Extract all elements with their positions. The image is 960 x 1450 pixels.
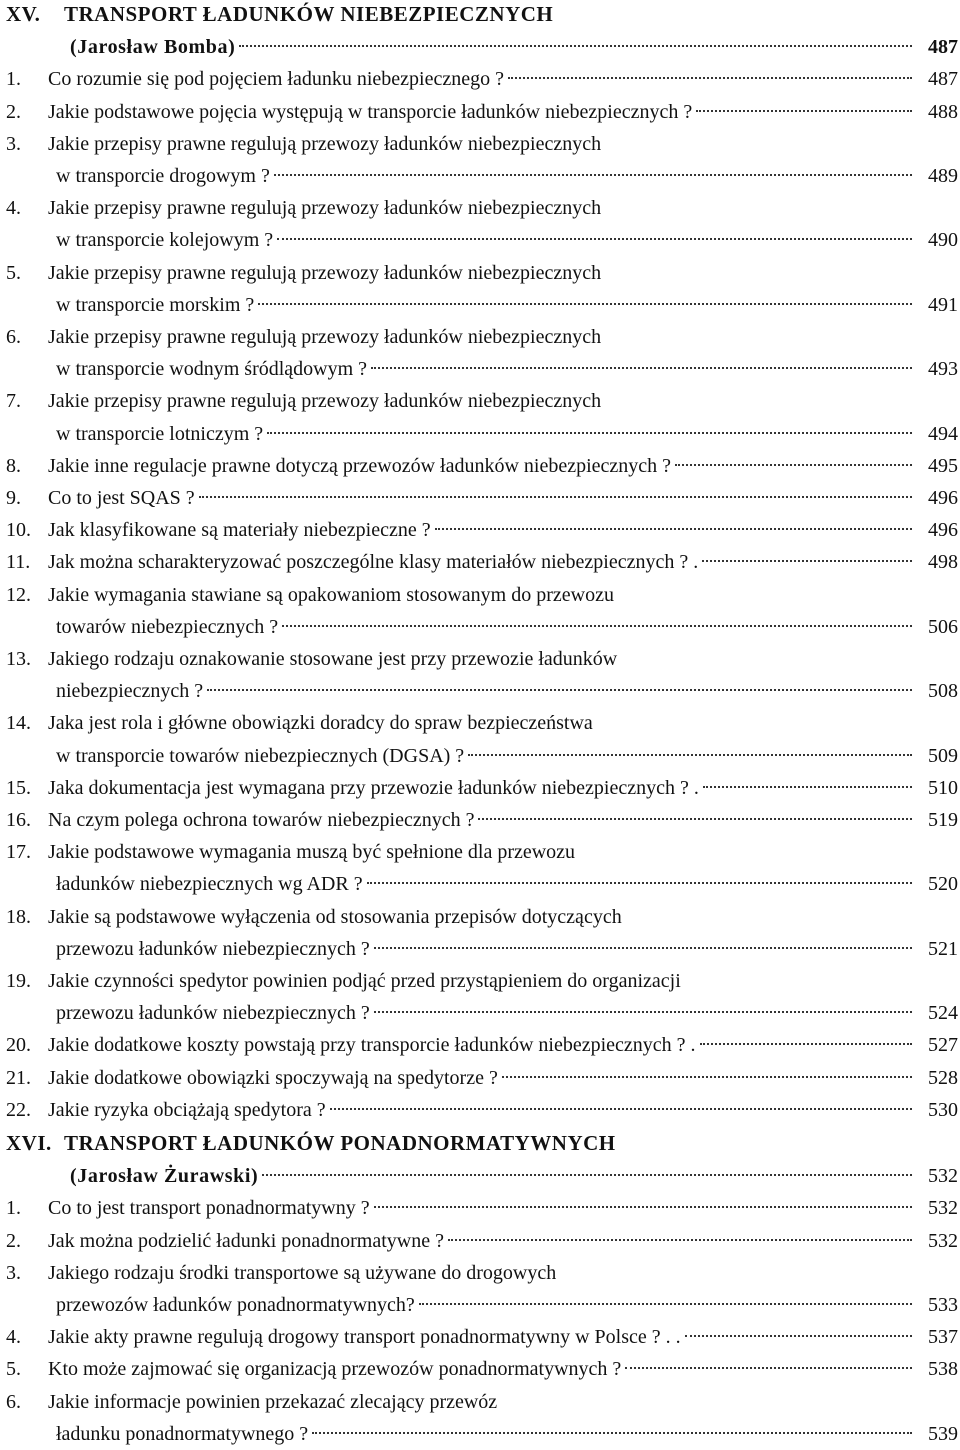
toc-entry[interactable] (0, 97, 960, 127)
item-text: przewozu ładunków niebezpiecznych ? (56, 937, 370, 960)
dot-leader (371, 367, 912, 369)
page-number: 519 (928, 809, 958, 831)
dot-leader (282, 625, 912, 627)
toc-entry-continuation[interactable] (0, 354, 960, 384)
toc-entry-continuation[interactable] (0, 419, 960, 449)
page-number: 533 (928, 1294, 958, 1316)
toc-entry[interactable] (0, 547, 960, 577)
toc-entry[interactable] (0, 1354, 960, 1384)
item-text: Jak można scharakteryzować poszczególne klasy materiałów niebezpiecznych ? . (48, 551, 699, 574)
chapter-title: TRANSPORT ŁADUNKÓW NIEBEZPIECZNYCH (64, 2, 554, 26)
toc-entry-continuation[interactable] (0, 869, 960, 899)
item-text: Jak klasyfikowane są materiały niebezpieczne ? (48, 519, 431, 542)
toc-entry[interactable] (0, 837, 960, 867)
leader-line (56, 419, 916, 449)
item-number: 4. (6, 197, 21, 220)
item-text: niebezpiecznych ? (56, 680, 204, 703)
item-text: ładunków niebezpiecznych wg ADR ? (56, 873, 363, 896)
leader-line (48, 1095, 916, 1125)
toc-entry[interactable] (0, 644, 960, 674)
toc-entry-continuation[interactable] (0, 225, 960, 255)
chapter-author: (Jarosław Bomba) (70, 36, 236, 59)
leader-line (48, 1193, 916, 1223)
page-number: 496 (928, 519, 958, 542)
leader-line (56, 934, 916, 964)
toc-entry[interactable] (0, 386, 960, 416)
toc-entry-continuation[interactable] (0, 741, 960, 771)
item-text: Co to jest SQAS ? (48, 487, 195, 509)
page-number: 524 (928, 1002, 958, 1025)
toc-entry[interactable] (0, 580, 960, 610)
page-number: 488 (928, 100, 958, 123)
toc-entry[interactable] (0, 773, 960, 803)
item-number: 3. (6, 1261, 21, 1284)
chapter-number: XV. (6, 2, 41, 26)
page-number: 537 (928, 1326, 958, 1349)
leader-line (56, 354, 916, 384)
page-number: 532 (928, 1197, 958, 1220)
page-number: 509 (928, 744, 958, 767)
page-number: 528 (928, 1066, 958, 1089)
item-number: 3. (6, 132, 21, 155)
leader-line (48, 451, 916, 481)
chapter-author-entry[interactable] (0, 32, 960, 62)
dot-leader (374, 947, 912, 949)
item-number: 2. (6, 100, 21, 123)
item-text: Na czym polega ochrona towarów niebezpiecznych ? (48, 809, 475, 831)
item-text: przewozu ładunków niebezpiecznych ? (56, 1002, 370, 1025)
dot-leader (700, 1043, 912, 1045)
toc-entry[interactable] (0, 966, 960, 996)
leader-line (48, 515, 916, 545)
page-number: 489 (928, 165, 958, 187)
page-number: 490 (928, 229, 958, 252)
page-number: 538 (928, 1358, 958, 1381)
toc-entry-continuation[interactable] (0, 1419, 960, 1449)
page-number: 495 (928, 454, 958, 477)
item-text: w transporcie towarów niebezpiecznych (DGSA) ? (56, 744, 465, 767)
item-number: 17. (6, 841, 31, 864)
dot-leader (478, 818, 912, 820)
page-number: 493 (928, 358, 958, 381)
dot-leader (239, 45, 912, 47)
toc-entry[interactable] (0, 1030, 960, 1060)
item-number: 12. (6, 583, 31, 606)
dot-leader (374, 1206, 912, 1208)
dot-leader (258, 303, 912, 305)
item-text: Jakie podstawowe wymagania muszą być spełnione dla przewozu (48, 841, 576, 864)
toc-entry[interactable] (0, 322, 960, 352)
item-text: w transporcie morskim ? (56, 293, 255, 316)
chapter-author: (Jarosław Żurawski) (70, 1165, 259, 1188)
toc-entry[interactable] (0, 258, 960, 288)
dot-leader (199, 496, 912, 498)
item-text: Jakie inne regulacje prawne dotyczą przewozów ładunków niebezpiecznych ? (48, 454, 672, 477)
item-text: Co to jest transport ponadnormatywny ? (48, 1197, 370, 1220)
leader-line (48, 773, 916, 803)
toc-entry[interactable] (0, 902, 960, 932)
dot-leader (207, 689, 912, 691)
item-text: przewozów ładunków ponadnormatywnych? (56, 1294, 415, 1316)
dot-leader (277, 238, 912, 240)
toc-entry[interactable] (0, 708, 960, 738)
item-number: 5. (6, 1358, 21, 1381)
item-number: 20. (6, 1034, 31, 1057)
page-number: 487 (928, 36, 958, 59)
item-text: Kto może zajmować się organizacją przewozów ponadnormatywnych ? (48, 1358, 622, 1381)
page-number: 530 (928, 1098, 958, 1121)
toc-entry[interactable] (0, 1322, 960, 1352)
item-text: Jakie przepisy prawne regulują przewozy ładunków niebezpiecznych (48, 390, 602, 413)
item-text: Jak można podzielić ładunki ponadnormatywne ? (48, 1229, 444, 1252)
page-number: 539 (928, 1422, 958, 1445)
toc-entry-continuation[interactable] (0, 290, 960, 320)
item-text: Jakiego rodzaju środki transportowe są używane do drogowych (48, 1261, 557, 1284)
item-number: 16. (6, 809, 31, 831)
item-number: 6. (6, 326, 21, 348)
page-number: 520 (928, 873, 958, 896)
item-text: Jakie przepisy prawne regulują przewozy ładunków niebezpiecznych (48, 132, 602, 155)
item-text: Jakie informacje powinien przekazać zlecający przewóz (48, 1390, 498, 1413)
leader-line (48, 97, 916, 127)
item-text: Jakie czynności spedytor powinien podjąć przed przystąpieniem do organizacji (48, 970, 681, 992)
toc-entry-continuation[interactable] (0, 612, 960, 642)
leader-line (48, 547, 916, 577)
item-number: 1. (6, 68, 21, 91)
page-number: 508 (928, 680, 958, 703)
dot-leader (468, 754, 912, 756)
item-text: towarów niebezpiecznych ? (56, 615, 279, 638)
item-number: 7. (6, 390, 21, 413)
toc-entry[interactable] (0, 805, 960, 835)
item-text: Jakie podstawowe pojęcia występują w transporcie ładunków niebezpiecznych ? (48, 100, 693, 123)
dot-leader (435, 528, 912, 530)
item-text: w transporcie drogowym ? (56, 165, 270, 187)
toc-entry[interactable] (0, 1193, 960, 1223)
chapter-heading (6, 2, 553, 27)
leader-line (56, 161, 916, 191)
item-number: 2. (6, 1229, 21, 1252)
leader-line (48, 1063, 916, 1093)
dot-leader (312, 1432, 912, 1434)
dot-leader (274, 174, 912, 176)
toc-entry[interactable] (0, 129, 960, 159)
leader-line (48, 1354, 916, 1384)
leader-line (56, 290, 916, 320)
dot-leader (702, 560, 912, 562)
item-number: 10. (6, 519, 31, 542)
item-number: 22. (6, 1098, 31, 1121)
page-number: 506 (928, 615, 958, 638)
toc-entry[interactable] (0, 1387, 960, 1417)
toc-entry[interactable] (0, 483, 960, 513)
item-text: Jakie przepisy prawne regulują przewozy ładunków niebezpiecznych (48, 197, 602, 220)
item-text: Jakie dodatkowe obowiązki spoczywają na spedytorze ? (48, 1066, 498, 1089)
leader-line (48, 1030, 916, 1060)
toc-entry[interactable] (0, 1226, 960, 1256)
toc-entry-continuation[interactable] (0, 161, 960, 191)
dot-leader (625, 1367, 912, 1369)
item-text: Jakie są podstawowe wyłączenia od stosowania przepisów dotyczących (48, 905, 622, 928)
toc-entry-continuation[interactable] (0, 1290, 960, 1320)
item-text: Jakiego rodzaju oznakowanie stosowane jest przy przewozie ładunków (48, 648, 618, 670)
item-number: 18. (6, 905, 31, 928)
item-text: w transporcie kolejowym ? (56, 229, 274, 252)
page-number: 521 (928, 937, 958, 960)
leader-line (56, 1419, 916, 1449)
leader-line (48, 805, 916, 835)
dot-leader (508, 77, 912, 79)
dot-leader (262, 1174, 912, 1176)
toc-entry-continuation[interactable] (0, 934, 960, 964)
item-number: 19. (6, 970, 31, 992)
toc-entry[interactable] (0, 64, 960, 94)
page-number: 532 (928, 1165, 958, 1188)
item-number: 15. (6, 776, 31, 799)
item-number: 1. (6, 1197, 21, 1220)
leader-line (56, 1290, 916, 1320)
dot-leader (374, 1011, 912, 1013)
leader-line (70, 32, 916, 62)
item-number: 4. (6, 1326, 21, 1349)
page-number: 510 (928, 776, 958, 799)
page-number: 498 (928, 551, 958, 574)
leader-line (48, 1226, 916, 1256)
dot-leader (330, 1108, 912, 1110)
item-number: 14. (6, 712, 31, 735)
dot-leader (367, 882, 912, 884)
item-text: Jaka jest rola i główne obowiązki doradcy do spraw bezpieczeństwa (48, 712, 593, 735)
toc-entry[interactable] (0, 1095, 960, 1125)
page-number: 487 (928, 68, 958, 91)
item-text: Jaka dokumentacja jest wymagana przy przewozie ładunków niebezpiecznych ? . (48, 776, 699, 799)
dot-leader (685, 1335, 912, 1337)
dot-leader (696, 110, 912, 112)
item-number: 6. (6, 1390, 21, 1413)
item-text: Jakie akty prawne regulują drogowy transport ponadnormatywny w Polsce ? . . (48, 1326, 681, 1349)
chapter-number: XVI. (6, 1131, 52, 1155)
item-text: w transporcie lotniczym ? (56, 422, 264, 445)
leader-line (70, 1161, 916, 1191)
leader-line (56, 676, 916, 706)
item-text: Jakie dodatkowe koszty powstają przy transporcie ładunków niebezpiecznych ? . (48, 1034, 696, 1057)
item-text: Jakie przepisy prawne regulują przewozy ładunków niebezpiecznych (48, 261, 602, 284)
leader-line (48, 483, 916, 513)
leader-line (56, 225, 916, 255)
leader-line (48, 64, 916, 94)
item-number: 9. (6, 487, 21, 509)
item-text: ładunku ponadnormatywnego ? (56, 1422, 309, 1445)
dot-leader (267, 432, 912, 434)
toc-entry[interactable] (0, 451, 960, 481)
item-number: 5. (6, 261, 21, 284)
page-number: 527 (928, 1034, 958, 1057)
page-number: 532 (928, 1229, 958, 1252)
toc-entry-continuation[interactable] (0, 676, 960, 706)
chapter-heading (6, 1131, 616, 1156)
item-number: 11. (6, 551, 31, 574)
leader-line (56, 998, 916, 1028)
item-text: Jakie wymagania stawiane są opakowaniom stosowanym do przewozu (48, 583, 614, 606)
chapter-author-entry[interactable] (0, 1161, 960, 1191)
page-number: 494 (928, 422, 958, 445)
dot-leader (703, 786, 912, 788)
item-number: 8. (6, 454, 21, 477)
leader-line (56, 612, 916, 642)
dot-leader (419, 1303, 912, 1305)
item-text: Co rozumie się pod pojęciem ładunku niebezpiecznego ? (48, 68, 504, 91)
dot-leader (448, 1239, 912, 1241)
toc-entry-continuation[interactable] (0, 998, 960, 1028)
item-text: Jakie ryzyka obciążają spedytora ? (48, 1098, 326, 1121)
page-number: 496 (928, 487, 958, 509)
toc-entry[interactable] (0, 1063, 960, 1093)
item-number: 13. (6, 648, 31, 670)
leader-line (56, 741, 916, 771)
chapter-title: TRANSPORT ŁADUNKÓW PONADNORMATYWNYCH (64, 1131, 616, 1155)
toc-entry[interactable] (0, 193, 960, 223)
dot-leader (675, 464, 912, 466)
item-number: 21. (6, 1066, 31, 1089)
toc-entry[interactable] (0, 1258, 960, 1288)
toc-entry[interactable] (0, 515, 960, 545)
leader-line (56, 869, 916, 899)
leader-line (48, 1322, 916, 1352)
item-text: w transporcie wodnym śródlądowym ? (56, 358, 368, 381)
dot-leader (502, 1076, 912, 1078)
page-number: 491 (928, 293, 958, 316)
item-text: Jakie przepisy prawne regulują przewozy ładunków niebezpiecznych (48, 326, 602, 348)
